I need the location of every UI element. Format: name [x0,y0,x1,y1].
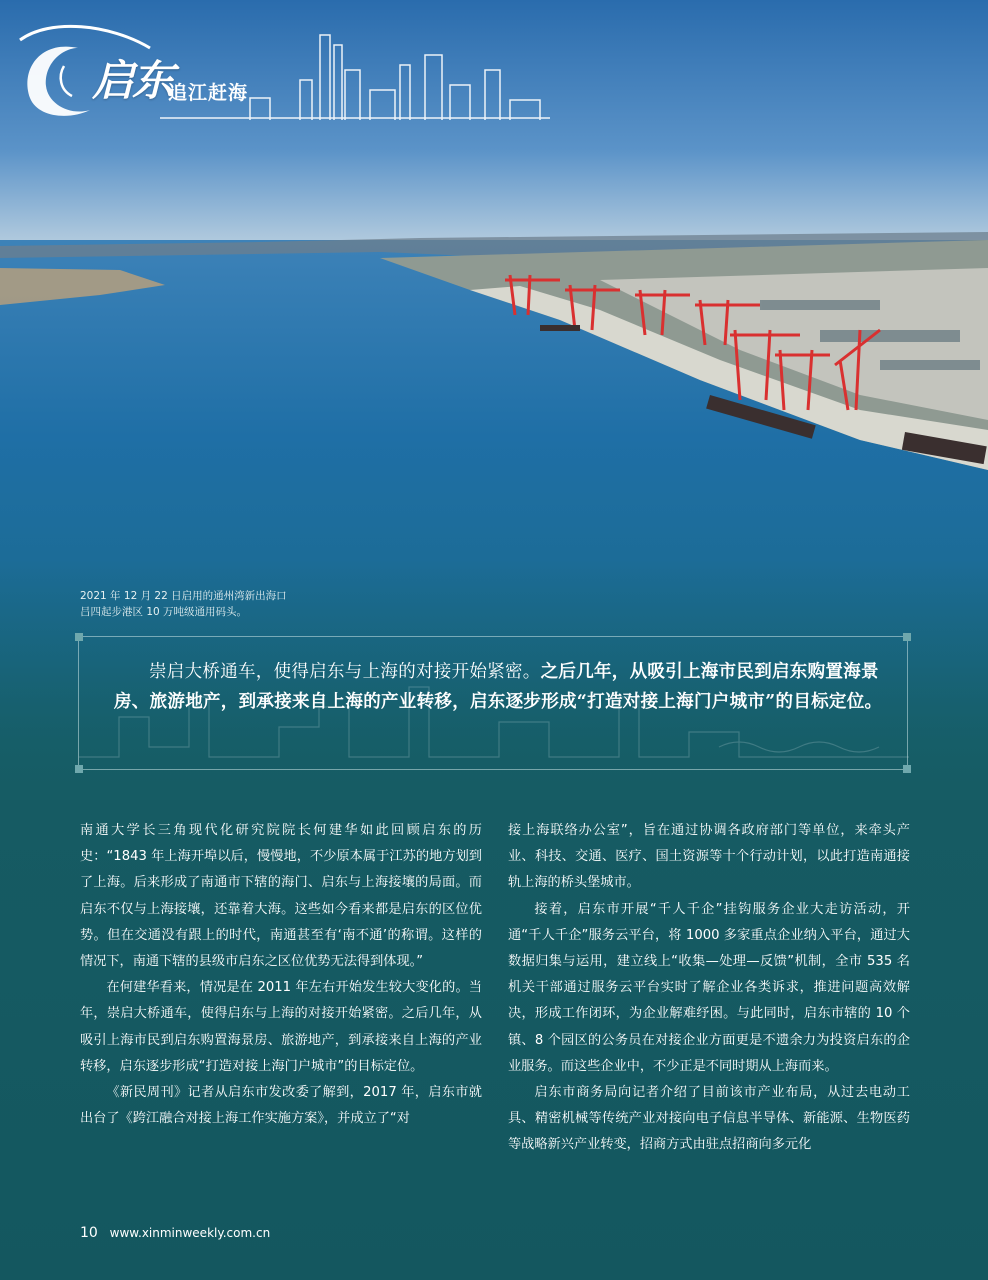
paragraph: 在何建华看来，情况是在 2011 年左右开始发生较大变化的。当年，崇启大桥通车，使得启东与上海的对接开始紧密。之后几年，从吸引上海市民到启东购置海景房、旅游地产，到承接来自上海的产业转移，启东逐步形成“打造对接上海门户城市”的目标定位。 [80,980,482,1074]
column-title: 追江赶海 [168,82,249,104]
corner-ornament [75,765,83,773]
paragraph: 接上海联络办公室”，旨在通过协调各政府部门等单位，来牵头产业、科技、交通、医疗、国土资源等十个行动计划，以此打造南通接轨上海的桥头堡城市。 [508,823,910,891]
paragraph: 南通大学长三角现代化研究院院长何建华如此回顾启东的历史：“1843 年上海开埠以后，慢慢地，不少原本属于江苏的地方划到了上海。后来形成了南通市下辖的海门、启东与上海接壤的局面。而启东不仅与上海接壤，还靠着大海。这些如今看来都是启东的区位优势。但在交通没有跟上的时代，南通甚至有‘南不通’的称谓。这样的情况下，南通下辖的县级市启东之区位优势无法得到体现。” [80,823,482,970]
pull-quote-text [114,657,884,717]
website-link[interactable]: www.xinminweekly.com.cn [109,1226,271,1240]
corner-ornament [903,633,911,641]
page-number: 10 [80,1225,98,1241]
page-footer [80,1225,270,1241]
paragraph: 接着，启东市开展“千人千企”挂钩服务企业大走访活动，开通“千人千企”服务云平台，将 1000 多家重点企业纳入平台，通过大数据归集与运用，建立线上“收集—处理—反馈”机制，全市 535 名机关干部通过服务云平台实时了解企业各类诉求，推进问题高效解决，形成工作闭环，为企业解难纾困。与此同时，启东市辖的 10 个镇、8 个园区的公务员在对接企业方面更是不遗余力为投资启东的企业服务。而这些企业中，不少正是不同时期从上海而来。 [508,901,910,1074]
caption-line: 吕四起步港区 10 万吨级通用码头。 [80,606,248,618]
paragraph: 启东市商务局向记者介绍了目前该市产业布局，从过去电动工具、精密机械等传统产业对接向电子信息半导体、新能源、生物医药等战略新兴产业转变，招商方式由驻点招商向多元化 [508,1085,910,1153]
pull-quote-box [78,636,908,770]
masthead-logo: 启东 [92,56,173,105]
masthead-graphic [0,20,560,130]
pull-quote-lead: 崇启大桥通车，使得启东与上海的对接开始紧密。 [149,662,541,682]
paragraph: 《新民周刊》记者从启东市发改委了解到，2017 年，启东市就出台了《跨江融合对接上海工作实施方案》，并成立了“对 [80,1085,482,1127]
photo-caption [80,588,287,620]
article-column-left [80,818,482,1132]
article-column-right [508,818,910,1159]
corner-ornament [75,633,83,641]
pull-quote-emphasis: 之后几年，从吸引上海市民到启东购置海景房、旅游地产，到承接来自上海的产业转移，启东逐步形成“打造对接上海门户城市”的目标定位。 [114,662,883,712]
caption-line: 2021 年 12 月 22 日启用的通州湾新出海口 [80,590,287,602]
corner-ornament [903,765,911,773]
